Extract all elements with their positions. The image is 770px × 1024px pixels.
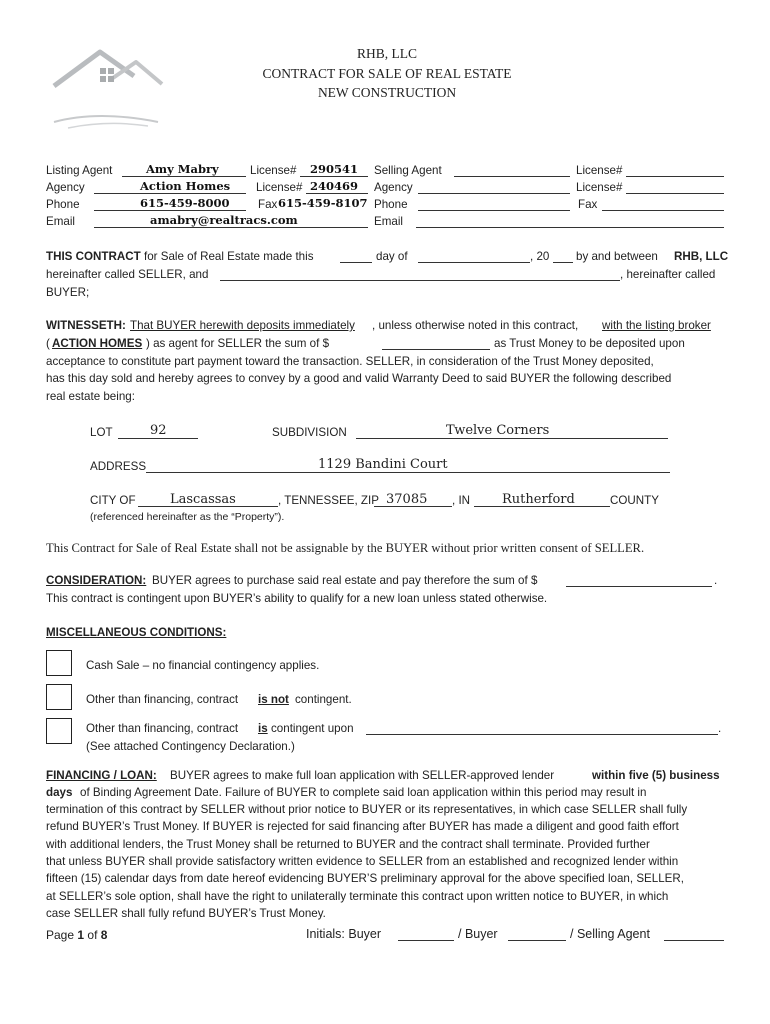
lot-field[interactable]: 92 bbox=[150, 423, 167, 438]
financing-line8: at SELLER’s sole option, shall have the right to unilaterally terminate this contract upon written notice to BUYER, in which bbox=[46, 890, 669, 903]
witness-text-5: ) as agent for SELLER the sum of $ bbox=[146, 337, 330, 350]
county-label: COUNTY bbox=[610, 494, 659, 507]
in-label: , IN bbox=[452, 494, 471, 507]
financing-label: FINANCING / LOAN: bbox=[46, 769, 157, 782]
cash-sale-label: Cash Sale – no financial contingency applies. bbox=[86, 659, 320, 672]
email-label: Email bbox=[46, 215, 75, 228]
address-field[interactable]: 1129 Bandini Court bbox=[318, 457, 448, 472]
contingent-text-3: contingent upon bbox=[271, 722, 354, 735]
tennessee-label: , TENNESSEE, ZIP bbox=[278, 494, 379, 507]
consideration-end: . bbox=[714, 574, 718, 587]
page-number bbox=[46, 928, 107, 942]
fax-field[interactable]: 615-459-8107 bbox=[278, 196, 368, 210]
witnesseth-label: WITNESSETH: bbox=[46, 319, 126, 332]
intro-text-6: , hereinafter called bbox=[620, 268, 716, 281]
phone-label: Phone bbox=[46, 198, 80, 211]
contingency-note: (See attached Contingency Declaration.) bbox=[86, 740, 295, 753]
company-name: RHB, LLC bbox=[356, 46, 417, 61]
contingent-end: . bbox=[718, 722, 722, 735]
email-field[interactable]: amabry@realtracs.com bbox=[150, 213, 298, 227]
selling-agent-label: Selling Agent bbox=[374, 164, 442, 177]
address-label: ADDRESS bbox=[90, 460, 147, 473]
assignability-clause: This Contract for Sale of Real Estate shall not be assignable by the BUYER without prior written consent of SELLER. bbox=[46, 541, 645, 555]
witness-text-7: acceptance to constitute part payment toward the transaction. SELLER, in consideration of the Trust Money deposited, bbox=[46, 355, 654, 368]
initials-agent-label: / Selling Agent bbox=[570, 927, 650, 941]
page-total: 8 bbox=[100, 928, 108, 942]
license-label-2: License# bbox=[256, 181, 303, 194]
consideration-label: CONSIDERATION: bbox=[46, 574, 147, 587]
intro-text-2: day of bbox=[376, 250, 408, 263]
phone-field[interactable]: 615-459-8000 bbox=[140, 196, 230, 210]
intro-text-3: , 20 bbox=[530, 250, 550, 263]
contingent-text-2: is bbox=[258, 722, 268, 735]
fax-label: Fax bbox=[258, 198, 278, 211]
witness-text-4: ( bbox=[46, 337, 50, 350]
not-contingent-text-1: Other than financing, contract bbox=[86, 693, 239, 706]
initials-buyer2-label: / Buyer bbox=[458, 927, 498, 941]
witness-text-3: with the listing broker bbox=[602, 319, 711, 332]
selling-email-label: Email bbox=[374, 215, 403, 228]
selling-license-label-2: License# bbox=[576, 181, 623, 194]
seller-name: RHB, LLC bbox=[674, 250, 729, 263]
agency-field[interactable]: Action Homes bbox=[140, 179, 231, 193]
consideration-text: BUYER agrees to purchase said real estate and pay therefore the sum of $ bbox=[152, 574, 538, 587]
intro-text-5: hereinafter called SELLER, and bbox=[46, 268, 209, 281]
financing-line7: fifteen (15) calendar days from date hereof evidencing BUYER’S preliminary approval for the above specified loan, SELLER, bbox=[46, 872, 685, 885]
city-field[interactable]: Lascassas bbox=[170, 492, 236, 507]
witness-text-9: real estate being: bbox=[46, 390, 135, 403]
selling-fax-label: Fax bbox=[578, 198, 598, 211]
intro-text-1: for Sale of Real Estate made this bbox=[144, 250, 314, 263]
house-logo-icon bbox=[48, 44, 174, 134]
financing-line1b: within five (5) business bbox=[592, 769, 720, 782]
contingent-text-1: Other than financing, contract bbox=[86, 722, 239, 735]
misc-heading: MISCELLANEOUS CONDITIONS: bbox=[46, 626, 227, 639]
financing-line3: termination of this contract by SELLER without prior notice to BUYER or its representatives, in which case SELLER shall fully bbox=[46, 803, 688, 816]
contingent-checkbox[interactable] bbox=[46, 718, 72, 744]
financing-line1a: BUYER agrees to make full loan application with SELLER-approved lender bbox=[170, 769, 555, 782]
witness-text-8: has this day sold and hereby agrees to convey by a good and valid Warranty Deed to said BUYER the following described bbox=[46, 372, 672, 385]
witness-text-1: That BUYER herewith deposits immediately bbox=[130, 319, 355, 332]
financing-line6: that unless BUYER shall provide satisfactory written evidence to SELLER from an established and recognized lender within bbox=[46, 855, 679, 868]
not-contingent-text-3: contingent. bbox=[295, 693, 352, 706]
selling-phone-label: Phone bbox=[374, 198, 408, 211]
this-contract-label: THIS CONTRACT bbox=[46, 250, 141, 263]
consideration-line2: This contract is contingent upon BUYER’s ability to qualify for a new loan unless stated otherwise. bbox=[46, 592, 548, 605]
city-label: CITY OF bbox=[90, 494, 136, 507]
financing-line9: case SELLER shall fully refund BUYER’s Trust Money. bbox=[46, 907, 326, 920]
broker-name: ACTION HOMES bbox=[52, 337, 143, 350]
initials-label: Initials: Buyer bbox=[306, 927, 382, 941]
page-of: of bbox=[87, 928, 98, 942]
financing-line5: with additional lenders, the Trust Money shall be returned to BUYER and the contract shall terminate. Provided further bbox=[46, 838, 650, 851]
license-field-2[interactable]: 240469 bbox=[310, 179, 359, 193]
witness-text-2: , unless otherwise noted in this contract, bbox=[372, 319, 579, 332]
cash-sale-checkbox[interactable] bbox=[46, 650, 72, 676]
financing-line2b: of Binding Agreement Date. Failure of BUYER to complete said loan application within this period may result in bbox=[80, 786, 647, 799]
county-field[interactable]: Rutherford bbox=[502, 492, 575, 507]
zip-field[interactable]: 37085 bbox=[386, 492, 428, 507]
license-field-1[interactable]: 290541 bbox=[310, 162, 359, 176]
intro-text-4: by and between bbox=[576, 250, 658, 263]
intro-text-7: BUYER; bbox=[46, 286, 90, 299]
financing-line2a: days bbox=[46, 786, 73, 799]
listing-agent-field[interactable]: Amy Mabry bbox=[146, 162, 219, 176]
page-label: Page bbox=[46, 928, 75, 942]
not-contingent-text-2: is not bbox=[258, 693, 289, 706]
listing-agent-label: Listing Agent bbox=[46, 164, 113, 177]
contract-subtitle: NEW CONSTRUCTION bbox=[317, 85, 457, 100]
agency-label: Agency bbox=[46, 181, 85, 194]
witness-text-6: as Trust Money to be deposited upon bbox=[494, 337, 685, 350]
property-reference-note: (referenced hereinafter as the “Property”). bbox=[90, 511, 285, 523]
subdivision-label: SUBDIVISION bbox=[272, 426, 347, 439]
subdivision-field[interactable]: Twelve Corners bbox=[446, 423, 550, 438]
page-current: 1 bbox=[77, 928, 85, 942]
financing-line4: refund BUYER’s Trust Money. If BUYER is rejected for said financing after BUYER has made a diligent and good faith effort bbox=[46, 820, 679, 833]
selling-license-label: License# bbox=[576, 164, 623, 177]
license-label-1: License# bbox=[250, 164, 297, 177]
contract-title: CONTRACT FOR SALE OF REAL ESTATE bbox=[262, 66, 512, 81]
selling-agency-label: Agency bbox=[374, 181, 413, 194]
lot-label: LOT bbox=[90, 426, 113, 439]
not-contingent-checkbox[interactable] bbox=[46, 684, 72, 710]
